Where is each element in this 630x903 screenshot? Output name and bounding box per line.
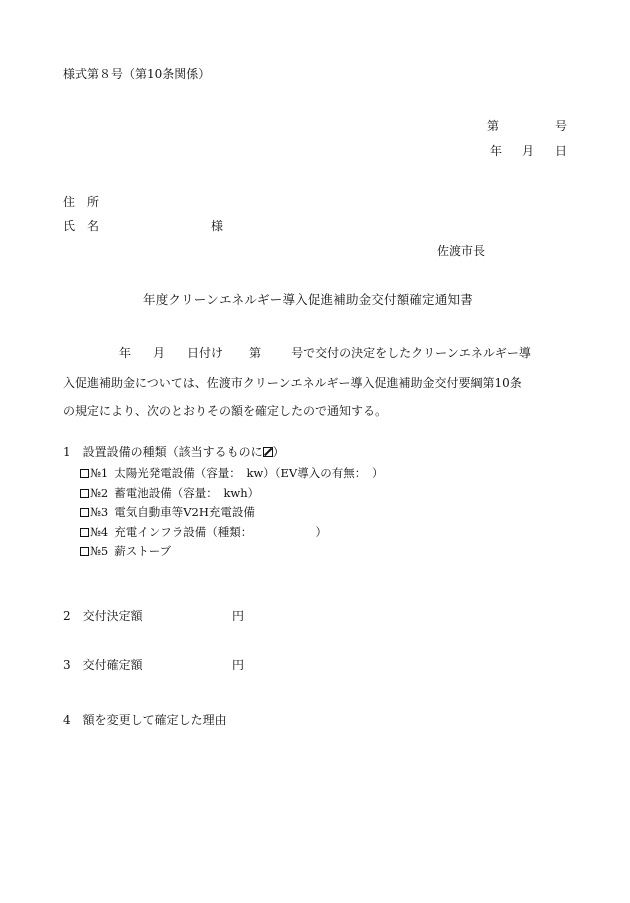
section2-label: 交付決定額: [82, 609, 143, 623]
item-no: №5: [90, 544, 109, 558]
section3-label: 交付確定額: [82, 658, 143, 672]
name-label: 氏 名: [63, 219, 100, 233]
issuer: 佐渡市長: [437, 244, 486, 258]
number-suffix: 号: [555, 119, 568, 133]
document-title: 年度クリーンエネルギー導入促進補助金交付額確定通知書: [143, 292, 473, 307]
body-rest: 号で交付の決定をしたクリーンエネルギー導: [291, 346, 531, 360]
date-day: 日: [555, 144, 568, 158]
section3: [63, 659, 143, 671]
checkbox-icon[interactable]: [80, 547, 89, 556]
section4: [63, 714, 227, 726]
equipment-item-2[interactable]: [80, 488, 259, 500]
section2: [63, 610, 143, 622]
section4-label: 額を変更して確定した理由: [82, 713, 227, 727]
item-label: 電気自動車等V2H充電設備: [114, 505, 255, 519]
item-no: №1: [90, 466, 109, 480]
section1-heading-end: ）: [272, 445, 285, 459]
section2-unit: 円: [232, 609, 245, 623]
equipment-item-5[interactable]: [80, 546, 171, 558]
form-label: 様式第８号（第10条関係）: [63, 67, 211, 81]
checkbox-icon[interactable]: [80, 508, 89, 517]
item-label: 蓄電池設備（容量： kwh）: [114, 486, 260, 500]
body-year: 年: [119, 346, 132, 360]
section3-number: 3: [63, 658, 71, 672]
section1-number: 1: [63, 445, 71, 459]
body-line-2: 入促進補助金については、佐渡市クリーンエネルギー導入促進補助金交付要綱第10条: [63, 376, 522, 390]
body-dated: 日付け: [187, 346, 224, 360]
number-prefix: 第: [487, 119, 500, 133]
checkbox-icon[interactable]: [80, 489, 89, 498]
date-month: 月: [522, 144, 535, 158]
item-label: 充電インフラ設備（種類： ）: [114, 525, 327, 539]
section3-unit: 円: [232, 658, 245, 672]
equipment-item-1[interactable]: [80, 468, 383, 480]
section1-heading-text: 設置設備の種類（該当するものに: [82, 445, 263, 459]
equipment-item-4[interactable]: [80, 527, 327, 539]
body-line-1: [63, 338, 583, 368]
checked-box-icon: [263, 447, 273, 457]
honorific: 様: [211, 219, 224, 233]
section4-number: 4: [63, 713, 71, 727]
checkbox-icon[interactable]: [80, 528, 89, 537]
address-label: 住 所: [63, 195, 100, 209]
item-label: 薪ストーブ: [114, 544, 172, 558]
section2-number: 2: [63, 609, 71, 623]
item-no: №2: [90, 486, 109, 500]
equipment-item-3[interactable]: [80, 507, 255, 519]
section1-heading: [63, 446, 285, 458]
item-no: №3: [90, 505, 109, 519]
body-no: 第: [249, 346, 262, 360]
date-year: 年: [490, 144, 503, 158]
item-no: №4: [90, 525, 109, 539]
item-label: 太陽光発電設備（容量： kw）（EV導入の有無： ）: [114, 466, 384, 480]
body-line-3: の規定により、次のとおりその額を確定したので通知する。: [63, 404, 388, 418]
checkbox-icon[interactable]: [80, 469, 89, 478]
body-month: 月: [153, 346, 166, 360]
